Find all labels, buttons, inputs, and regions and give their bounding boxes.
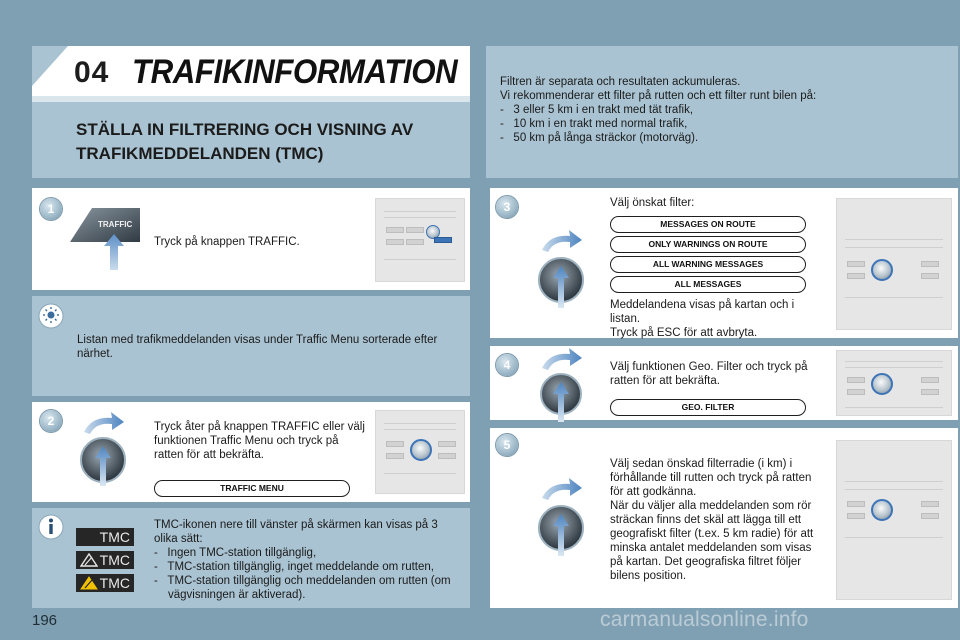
info-bullet: - Ingen TMC-station tillgänglig, <box>154 547 317 559</box>
warning-triangle-icon <box>80 576 98 590</box>
lightbulb-icon <box>38 303 64 329</box>
device-thumbnail <box>836 350 952 416</box>
info-icon <box>38 514 64 540</box>
filter-option-pill: ALL WARNING MESSAGES <box>610 256 806 273</box>
traffic-button-icon <box>66 206 142 272</box>
step5-text-main: Välj sedan önskad filterradie (i km) i förhållande till rutten och tryck på ratten för att godkänna. <box>610 458 812 498</box>
step5-text <box>610 457 824 583</box>
intro-line2: Vi rekommenderar ett filter på rutten och ett filter runt bilen på: <box>500 90 817 102</box>
step3-heading: Välj önskat filter: <box>610 197 695 209</box>
section-title: STÄLLA IN FILTRERING OCH VISNING AV TRAFIKMEDDELANDEN (TMC) <box>76 120 414 163</box>
page-number: 196 <box>32 612 58 629</box>
intro-bullet: - 10 km i en trakt med normal trafik, <box>500 118 688 130</box>
traffic-button-label: TRAFFIC <box>98 220 133 229</box>
device-thumbnail <box>836 440 952 600</box>
step-badge: 4 <box>496 354 518 376</box>
header-divider <box>32 96 470 102</box>
filter-option-pill: ONLY WARNINGS ON ROUTE <box>610 236 806 253</box>
intro-text <box>500 75 950 145</box>
device-thumbnail <box>836 198 952 330</box>
rotary-knob-icon <box>532 346 592 426</box>
intro-bullet: - 3 eller 5 km i en trakt med tät trafik, <box>500 104 694 116</box>
chapter-number: 04 <box>74 56 110 89</box>
tmc-icon-station: TMC <box>76 551 134 569</box>
info-bullet: - TMC-station tillgänglig och meddelanden om rutten (om vägvisningen är aktiverad). <box>154 575 451 601</box>
rotary-knob-icon <box>532 228 592 310</box>
step2-text: Tryck åter på knappen TRAFFIC eller välj funktionen Traffic Menu och tryck på ratten för att bekräfta. <box>154 421 365 461</box>
step-badge: 2 <box>40 410 62 432</box>
filter-option-pill: ALL MESSAGES <box>610 276 806 293</box>
step-badge: 3 <box>496 196 518 218</box>
device-thumbnail <box>375 410 465 494</box>
tmc-icon-no-station: TMC <box>76 528 134 546</box>
chapter-title: TRAFIKINFORMATION <box>132 53 458 91</box>
warning-triangle-icon <box>80 553 98 567</box>
step3-after-text <box>610 298 816 340</box>
step5-text-extra: När du väljer alla meddelanden som rör sträckan finns det skäl att lägga till ett geografiskt filter (t.ex. 5 km radie) för att minska antalet meddelanden som visas på kartan. Det geografiska filtret följer bilens position. <box>610 500 814 582</box>
step-badge: 1 <box>40 198 62 220</box>
device-thumbnail <box>375 198 465 282</box>
rotary-knob-icon <box>74 410 134 488</box>
info-bullet: - TMC-station tillgänglig, inget meddelande om rutten, <box>154 561 434 573</box>
info-intro: TMC-ikonen nere till vänster på skärmen kan visas på 3 olika sätt: <box>154 519 438 545</box>
step-badge: 5 <box>496 434 518 456</box>
traffic-menu-pill: TRAFFIC MENU <box>154 480 350 497</box>
watermark: carmanualsonline.info <box>600 608 809 631</box>
intro-line1: Filtren är separata och resultaten ackumuleras. <box>500 76 741 88</box>
tmc-icon-route-messages: TMC <box>76 574 134 592</box>
info-text <box>154 518 460 602</box>
rotary-knob-icon <box>532 476 592 558</box>
tip-text: Listan med trafikmeddelanden visas under Traffic Menu sorterade efter närhet. <box>77 334 438 360</box>
step3-after-line1: Meddelandena visas på kartan och i listan. <box>610 299 795 325</box>
geo-filter-pill: GEO. FILTER <box>610 399 806 416</box>
intro-bullet: - 50 km på långa sträckor (motorväg). <box>500 132 699 144</box>
step4-text: Välj funktionen Geo. Filter och tryck på ratten för att bekräfta. <box>610 361 808 387</box>
step3-after-line2: Tryck på ESC för att avbryta. <box>610 327 758 339</box>
filter-option-pill: MESSAGES ON ROUTE <box>610 216 806 233</box>
step1-text: Tryck på knappen TRAFFIC. <box>154 236 300 248</box>
